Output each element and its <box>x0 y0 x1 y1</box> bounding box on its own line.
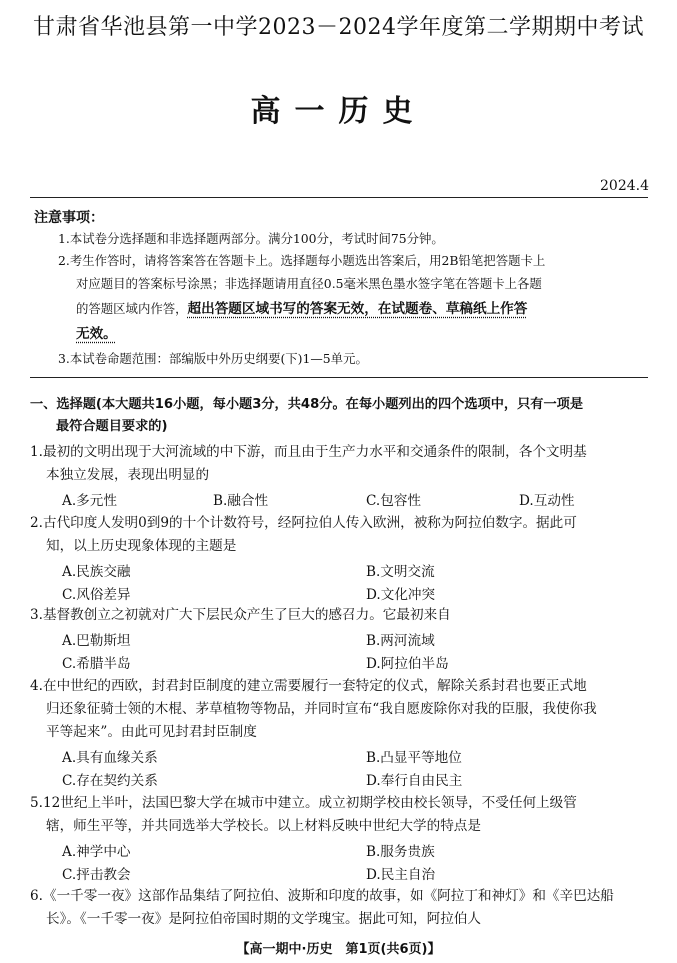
notice-emphasis-end: 无效。 <box>76 326 117 342</box>
question-3-option-d: D.阿拉伯半岛 <box>366 656 449 672</box>
notice-item-2-line-1: 2.考生作答时，请将答案答在答题卡上。选择题每小题选出答案后，用2B铅笔把答题卡上 <box>58 253 546 268</box>
question-3-option-b: B.两河流域 <box>366 633 435 649</box>
question-2-option-b: B.文明交流 <box>366 564 435 580</box>
subject-title: 高一历史 <box>250 94 427 129</box>
question-4-option-d: D.奉行自由民主 <box>366 773 463 789</box>
notice-item-2-line-3 <box>76 300 527 319</box>
question-5-option-d: D.民主自治 <box>366 867 436 883</box>
section-1-heading-cont: 最符合题目要求的) <box>56 419 168 434</box>
notice-item-1: 1.本试卷分选择题和非选择题两部分。满分100分，考试时间75分钟。 <box>58 231 444 246</box>
question-4-stem-cont-1: 归还象征骑士领的木棍、茅草植物等物品，并同时宣布“我自愿废除你对我的臣服，我使你我 <box>46 701 597 717</box>
notice-emphasis: 超出答题区域书写的答案无效，在试题卷、草稿纸上作答 <box>187 301 528 317</box>
question-2-stem-cont: 知，以上历史现象体现的主题是 <box>46 538 237 554</box>
question-1-option-a: A.多元性 <box>62 493 117 509</box>
notice-divider <box>30 377 648 378</box>
question-6-stem: 6.《一千零一夜》这部作品集结了阿拉伯、波斯和印度的故事，如《阿拉丁和神灯》和《辛巴达船 <box>30 888 614 904</box>
section-1-heading: 一、选择题(本大题共16小题，每小题3分，共48分。在每小题列出的四个选项中，只有一项是 <box>30 397 584 412</box>
question-4-option-b: B.凸显平等地位 <box>366 750 462 766</box>
question-4-option-c: C.存在契约关系 <box>62 773 158 789</box>
exam-date: 2024.4 <box>600 178 649 194</box>
notice-item-2-line-2: 对应题目的答案标号涂黑；非选择题请用直径0.5毫米黑色墨水签字笔在答题卡上各题 <box>76 276 542 291</box>
question-2-stem: 2.古代印度人发明0到9的十个计数符号，经阿拉伯人传入欧洲，被称为阿拉伯数字。据此可 <box>30 515 577 531</box>
question-1-option-d: D.互动性 <box>519 493 575 509</box>
question-1-option-b: B.融合性 <box>213 493 269 509</box>
question-1-option-c: C.包容性 <box>366 493 422 509</box>
notice-heading: 注意事项： <box>34 210 104 226</box>
question-2-option-d: D.文化冲突 <box>366 587 436 603</box>
page-footer: 【高一期中·历史 第1页(共6页)】 <box>236 942 441 957</box>
notice-item-2-plain: 的答题区域内作答， <box>76 301 188 316</box>
question-3-option-c: C.希腊半岛 <box>62 656 131 672</box>
question-3-option-a: A.巴勒斯坦 <box>62 633 131 649</box>
question-5-stem-cont: 辖，师生平等，并共同选举大学校长。以上材料反映中世纪大学的特点是 <box>46 818 481 834</box>
notice-item-3: 3.本试卷命题范围：部编版中外历史纲要(下)1—5单元。 <box>58 351 368 366</box>
question-4-stem-cont-2: 平等起来”。由此可见封君封臣制度 <box>46 724 257 740</box>
top-divider <box>30 197 648 198</box>
question-5-option-b: B.服务贵族 <box>366 844 435 860</box>
question-6-stem-cont: 长》。《一千零一夜》是阿拉伯帝国时期的文学瑰宝。据此可知，阿拉伯人 <box>46 911 481 927</box>
question-5-stem: 5.12世纪上半叶，法国巴黎大学在城市中建立。成立初期学校由校长领导，不受任何上级管 <box>30 795 577 811</box>
question-3-stem: 3.基督教创立之初就对广大下层民众产生了巨大的感召力。它最初来自 <box>30 607 451 623</box>
question-1-stem-cont: 本独立发展，表现出明显的 <box>46 467 210 483</box>
question-5-option-c: C.抨击教会 <box>62 867 131 883</box>
question-1-stem: 1.最初的文明出现于大河流域的中下游，而且由于生产力水平和交通条件的限制，各个文明基 <box>30 444 587 460</box>
question-4-stem: 4.在中世纪的西欧，封君封臣制度的建立需要履行一套特定的仪式，解除关系封君也要正式地 <box>30 678 587 694</box>
question-4-option-a: A.具有血缘关系 <box>62 750 158 766</box>
question-5-option-a: A.神学中心 <box>62 844 131 860</box>
question-2-option-a: A.民族交融 <box>62 564 131 580</box>
exam-title: 甘肃省华池县第一中学2023－2024学年度第二学期期中考试 <box>33 15 644 40</box>
notice-item-2-line-4 <box>76 325 117 344</box>
question-2-option-c: C.风俗差异 <box>62 587 131 603</box>
